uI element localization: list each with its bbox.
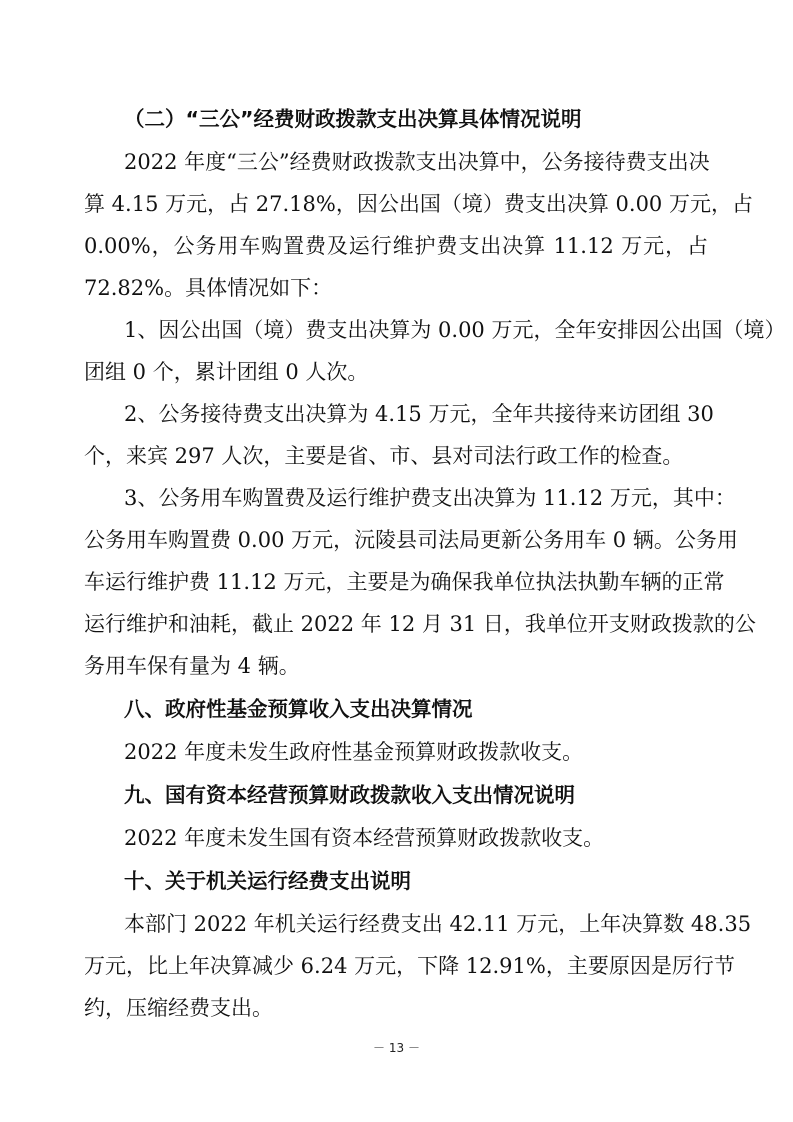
paragraph-line: 团组 0 个，累计团组 0 人次。 (84, 360, 369, 384)
paragraph-line: 3、公务用车购置费及运行维护费支出决算为 11.12 万元，其中： (124, 486, 736, 510)
paragraph-line: 1、因公出国（境）费支出决算为 0.00 万元，全年安排因公出国（境） (124, 318, 786, 342)
paragraph-line: 务用车保有量为 4 辆。 (84, 654, 300, 678)
paragraph-line: 算 4.15 万元，占 27.18%，因公出国（境）费支出决算 0.00 万元，占 (84, 192, 753, 216)
paragraph-line: 2022 年度未发生政府性基金预算财政拨款收支。 (124, 740, 584, 764)
paragraph-line: 个，来宾 297 人次，主要是省、市、县对司法行政工作的检查。 (84, 444, 684, 468)
paragraph-line: 0.00%，公务用车购置费及运行维护费支出决算 11.12 万元，占 (84, 234, 708, 258)
paragraph-line: 约，压缩经费支出。 (84, 996, 273, 1020)
section-heading-guoyou: 九、国有资本经营预算财政拨款收入支出情况说明 (124, 783, 575, 807)
paragraph-line: 本部门 2022 年机关运行经费支出 42.11 万元，上年决算数 48.35 (124, 912, 752, 936)
page-number: － 13 － (373, 1041, 420, 1055)
section-heading-jiguan: 十、关于机关运行经费支出说明 (124, 869, 411, 893)
paragraph-line: 2022 年度“三公”经费财政拨款支出决算中，公务接待费支出决 (124, 150, 710, 174)
paragraph-line: 公务用车购置费 0.00 万元，沅陵县司法局更新公务用车 0 辆。公务用 (84, 528, 738, 552)
paragraph-line: 2022 年度未发生国有资本经营预算财政拨款收支。 (124, 826, 605, 850)
paragraph-line: 72.82%。具体情况如下： (84, 276, 333, 300)
section-heading-zhengfu: 八、政府性基金预算收入支出决算情况 (124, 697, 473, 721)
paragraph-line: 2、公务接待费支出决算为 4.15 万元，全年共接待来访团组 30 (124, 402, 714, 426)
paragraph-line: 万元，比上年决算减少 6.24 万元，下降 12.91%，主要原因是厉行节 (84, 954, 735, 978)
paragraph-line: 运行维护和油耗，截止 2022 年 12 月 31 日，我单位开支财政拨款的公 (84, 612, 756, 636)
paragraph-line: 车运行维护费 11.12 万元，主要是为确保我单位执法执勤车辆的正常 (84, 570, 725, 594)
section-heading-sangong: （二）“三公”经费财政拨款支出决算具体情况说明 (124, 107, 582, 131)
